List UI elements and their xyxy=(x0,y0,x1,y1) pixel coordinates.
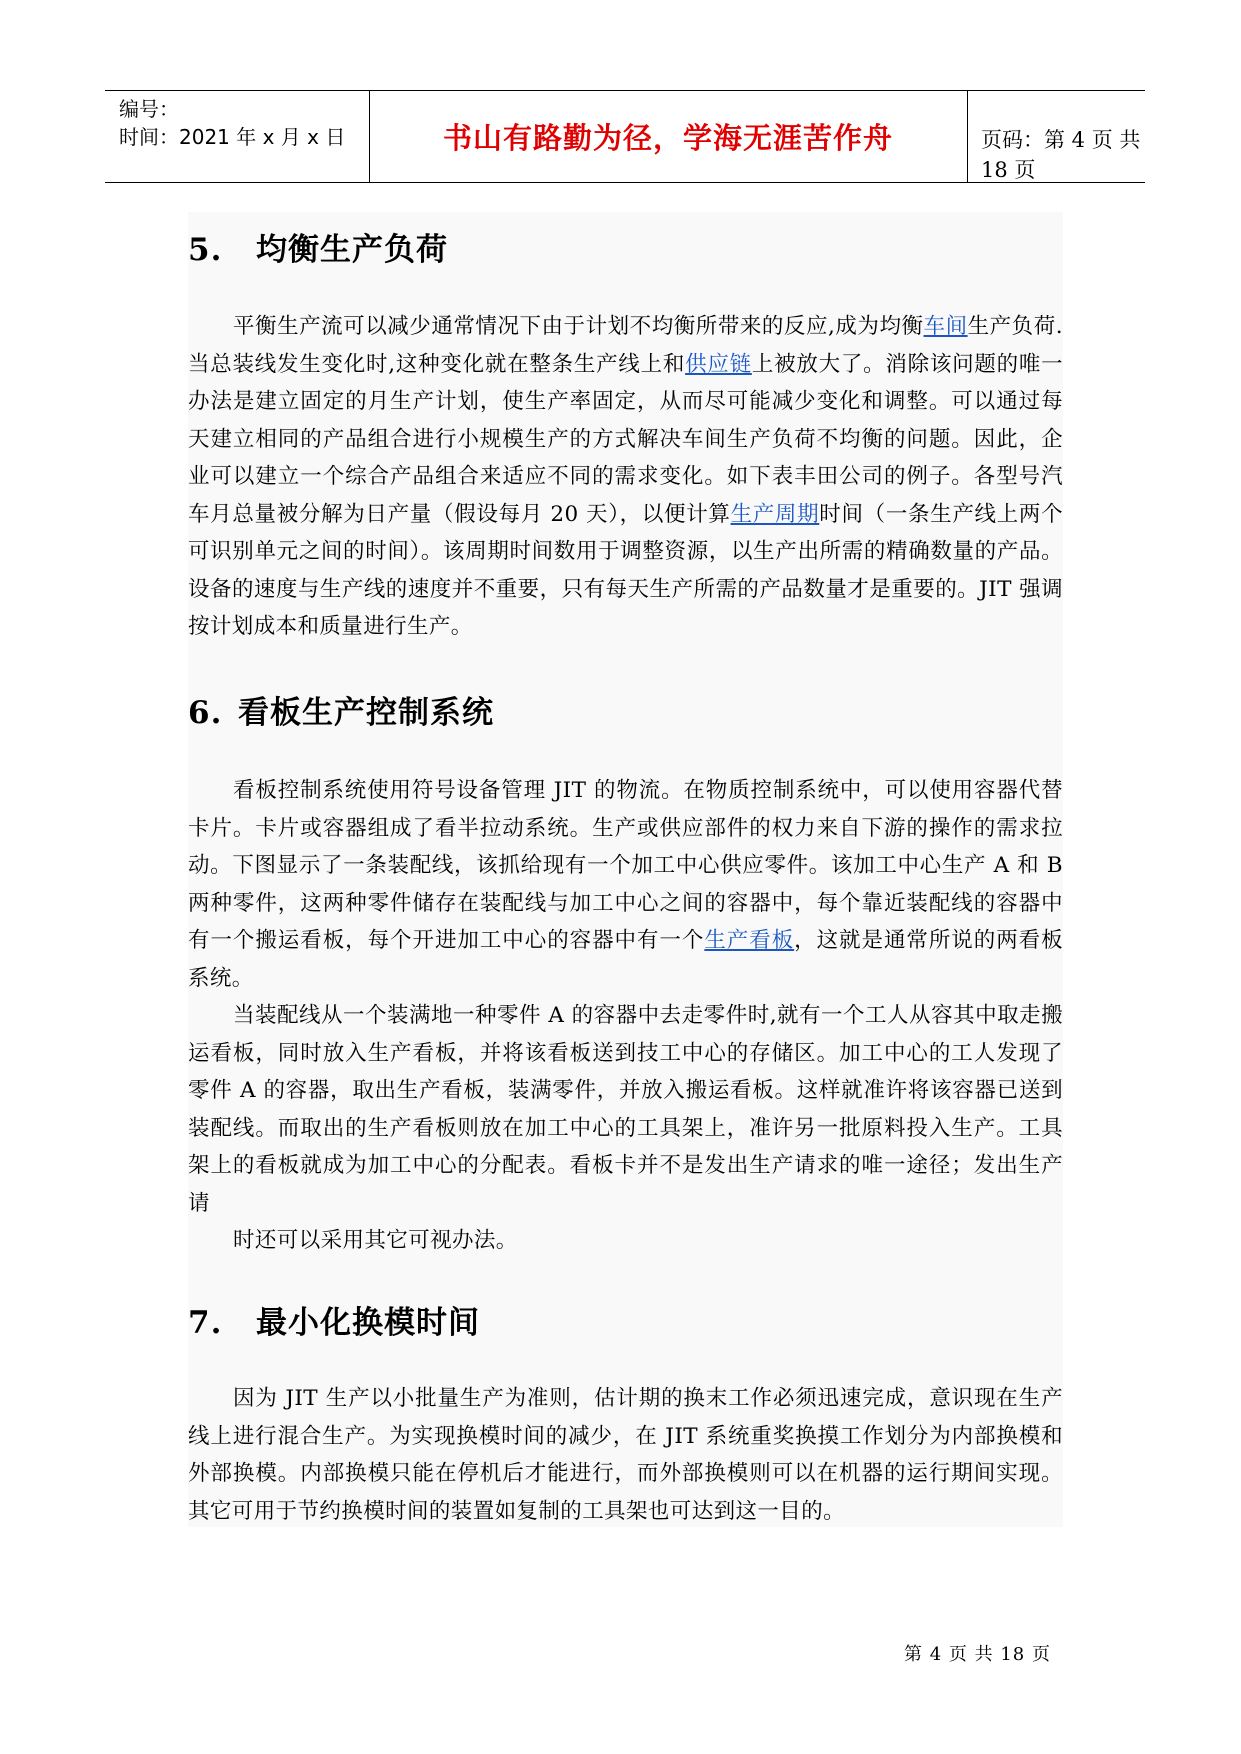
section-5-text-c: 上被放大了。消除该问题的唯一办法是建立固定的月生产计划，使生产率固定，从而尽可能减少变化和调整。可以通过每天建立相同的产品组合进行小规模生产的方式解决车间生产负荷不均衡的问题。因此，企业可以建立一个综合产品组合来适应不同的需求变化。如下表丰田公司的例子。各型号汽车月总量被分解为日产量（假设每月 20 天），以便计算 xyxy=(188,351,1063,527)
link-production-cycle[interactable]: 生产周期 xyxy=(730,501,820,527)
section-5-title: 均衡生产负荷 xyxy=(256,232,448,268)
page-footer: 第 4 页 共 18 页 xyxy=(904,1644,1051,1665)
header-mid-cell xyxy=(369,91,968,182)
header-left-cell xyxy=(105,91,370,182)
page-header xyxy=(105,90,1145,183)
section-5-text-b: 生产负荷.当总装线发生变化时,这种变化就在整条生产线上和 xyxy=(188,314,1063,377)
section-5-text-a: 平衡生产流可以减少通常情况下由于计划不均衡所带来的反应,成为均衡 xyxy=(233,314,924,339)
header-page-code: 页码：第 4 页 共 18 页 xyxy=(981,128,1141,182)
link-workshop[interactable]: 车间 xyxy=(923,314,968,339)
section-6-text-b: ，这就是通常所说的两看板系统。 xyxy=(188,928,1064,991)
link-supply-chain[interactable]: 供应链 xyxy=(685,351,752,377)
section-6-paragraph-3: 时还可以采用其它可视办法。 xyxy=(233,1228,518,1253)
section-7-paragraph: 因为 JIT 生产以小批量生产为准则，估计期的换末工作必须迅速完成，意识现在生产线上进行混合生产。为实现换模时间的减少，在 JIT 系统重奖换摸工作划分为内部换模和外部换模。内部换模只能在停机后才能进行，而外部换模则可以在机器的运行期间实现。其它可用于节约换模时间的装置如复制的工具架也可达到这一目的。 xyxy=(188,1386,1063,1524)
section-5-heading xyxy=(188,224,448,269)
section-7-title: 最小化换模时间 xyxy=(256,1305,480,1341)
section-6-text-a: 看板控制系统使用符号设备管理 JIT 的物流。在物质控制系统中，可以使用容器代替卡片。卡片或容器组成了看半拉动系统。生产或供应部件的权力来自下游的操作的需求拉动。下图显示了一条装配线，该抓给现有一个加工中心供应零件。该加工中心生产 A 和 B 两种零件，这两种零件储存在装配线与加工中心之间的容器中，每个靠近装配线的容器中有一个搬运看板，每个开进加工中心的容器中有一个 xyxy=(188,778,1063,953)
link-production-kanban[interactable]: 生产看板 xyxy=(704,928,795,953)
header-motto: 书山有路勤为径，学海无涯苦作舟 xyxy=(442,121,893,155)
section-5-paragraph xyxy=(188,308,1063,646)
number-label: 编号： xyxy=(119,97,179,121)
section-7-number: 7. xyxy=(188,1305,223,1341)
section-7-heading xyxy=(188,1297,480,1342)
section-6-heading xyxy=(188,687,494,732)
document-body xyxy=(188,212,1063,1527)
section-6-number: 6. xyxy=(188,695,223,731)
time-label: 时间：2021 年 x 月 x 日 xyxy=(119,125,346,149)
section-5-text-d: 时间（一条生产线上两个可识别单元之间的时间）。该周期时间数用于调整资源，以生产出所需的精确数量的产品。设备的速度与生产线的速度并不重要，只有每天生产所需的产品数量才是重要的。JIT 强调按计划成本和质量进行生产。 xyxy=(188,501,1063,639)
section-5-number: 5. xyxy=(188,232,223,268)
section-6-paragraph-1 xyxy=(188,772,1063,997)
header-right-cell xyxy=(967,91,1145,182)
section-6-paragraph-2: 当装配线从一个装满地一种零件 A 的容器中去走零件时,就有一个工人从容其中取走搬运看板，同时放入生产看板，并将该看板送到技工中心的存储区。加工中心的工人发现了零件 A 的容器，取出生产看板，装满零件，并放入搬运看板。这样就准许将该容器已送到装配线。而取出的生产看板则放在加工中心的工具架上，准许另一批原料投入生产。工具架上的看板就成为加工中心的分配表。看板卡并不是发出生产请求的唯一途径；发出生产请 xyxy=(188,1003,1063,1216)
section-6-title: 看板生产控制系统 xyxy=(238,695,494,731)
